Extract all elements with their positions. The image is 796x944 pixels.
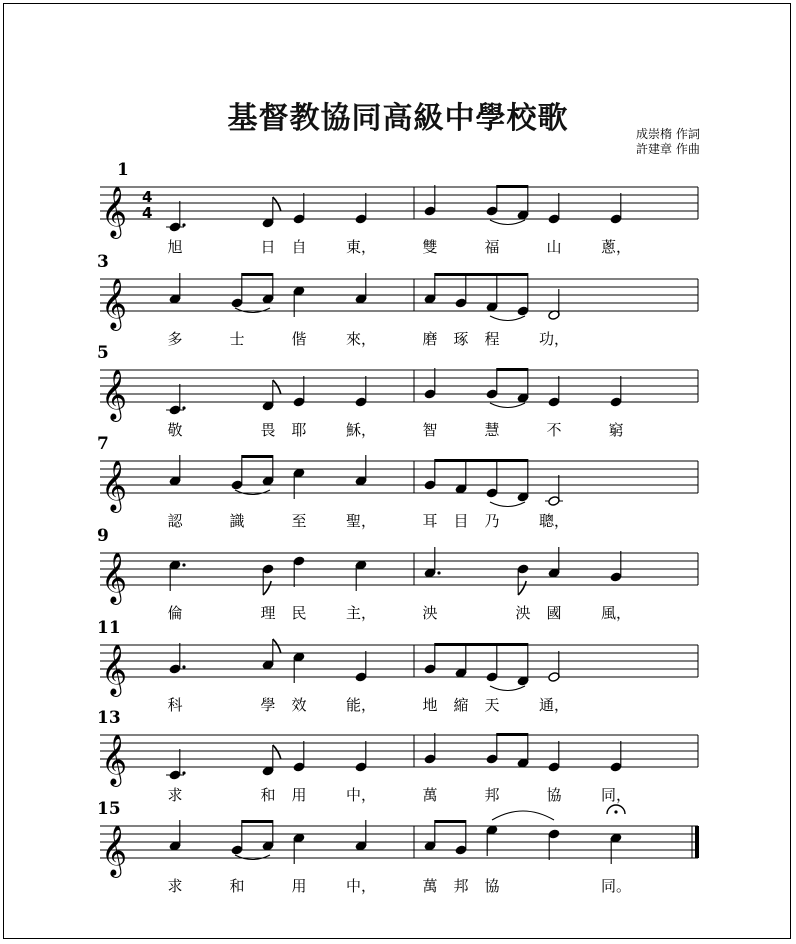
fermata-dot bbox=[614, 810, 617, 813]
note bbox=[166, 749, 186, 804]
note bbox=[546, 741, 561, 804]
lyric-syllable: 民 bbox=[291, 604, 307, 622]
measure-number: 5 bbox=[97, 343, 109, 363]
time-signature-numerator: 4 bbox=[142, 188, 153, 206]
slur bbox=[490, 686, 525, 691]
lyric-syllable: 乃 bbox=[484, 512, 500, 530]
lyric-syllable: 智 bbox=[422, 421, 438, 439]
lyric-syllable: 士 bbox=[229, 330, 245, 348]
note bbox=[453, 484, 468, 530]
note bbox=[167, 643, 185, 714]
note bbox=[422, 733, 437, 804]
lyric-syllable: 目 bbox=[453, 512, 469, 530]
lyric-syllable: 東， bbox=[345, 238, 377, 256]
augmentation-dot bbox=[437, 571, 440, 574]
lyric-syllable: 聰， bbox=[538, 512, 570, 530]
note bbox=[422, 185, 437, 256]
lyric-syllable: 穌， bbox=[345, 421, 377, 439]
lyric-syllable: 主， bbox=[345, 604, 377, 622]
lyric-syllable: 慧 bbox=[484, 421, 500, 439]
lyric-syllable: 耶 bbox=[291, 421, 307, 439]
treble-clef-icon: 𝄞 bbox=[101, 644, 128, 695]
note bbox=[422, 480, 437, 530]
slur bbox=[490, 316, 525, 321]
lyric-syllable: 風， bbox=[600, 604, 632, 622]
composer-credit: 許建章 作曲 bbox=[636, 142, 700, 156]
measure-number: 7 bbox=[97, 434, 109, 454]
note bbox=[601, 551, 631, 622]
note bbox=[291, 556, 306, 622]
note bbox=[260, 745, 280, 804]
note bbox=[346, 376, 376, 439]
lyric-syllable: 用 bbox=[291, 877, 307, 895]
eighth-flag bbox=[273, 380, 281, 394]
eighth-flag bbox=[518, 581, 526, 595]
augmentation-dot bbox=[182, 223, 185, 226]
time-signature-denominator: 4 bbox=[142, 204, 153, 222]
note bbox=[539, 651, 569, 714]
lyric-syllable: 效 bbox=[291, 696, 307, 714]
beam bbox=[497, 733, 528, 736]
note bbox=[422, 294, 437, 348]
measure-number: 13 bbox=[97, 708, 121, 728]
lyric-syllable: 同， bbox=[600, 786, 632, 804]
note bbox=[548, 829, 560, 860]
lyric-syllable: 程 bbox=[484, 330, 500, 348]
treble-clef-icon: 𝄞 bbox=[101, 825, 128, 876]
beam bbox=[435, 273, 528, 276]
note bbox=[260, 380, 280, 439]
lyric-syllable: 天 bbox=[484, 696, 500, 714]
lyric-syllable: 旭 bbox=[167, 238, 183, 256]
note bbox=[601, 193, 631, 256]
lyric-syllable: 蔥， bbox=[600, 238, 632, 256]
slur bbox=[235, 308, 270, 313]
lyric-syllable: 邦 bbox=[484, 786, 500, 804]
staff-system bbox=[97, 618, 698, 714]
note bbox=[229, 845, 244, 895]
lyric-syllable: 雙 bbox=[422, 238, 438, 256]
eighth-flag bbox=[273, 745, 281, 759]
lyric-syllable: 磨 bbox=[422, 330, 438, 348]
note bbox=[346, 741, 376, 804]
eighth-flag bbox=[273, 639, 281, 653]
lyric-syllable: 能， bbox=[345, 696, 377, 714]
staff-system bbox=[97, 343, 698, 439]
note bbox=[484, 754, 499, 804]
beam bbox=[435, 820, 466, 823]
treble-clef-icon: 𝄞 bbox=[101, 186, 128, 237]
lyric-syllable: 萬 bbox=[422, 877, 438, 895]
slur bbox=[235, 490, 270, 495]
note bbox=[229, 298, 244, 348]
note bbox=[546, 193, 561, 256]
lyric-syllable: 科 bbox=[167, 696, 183, 714]
lyric-syllable: 縮 bbox=[453, 696, 469, 714]
beam bbox=[242, 273, 273, 276]
lyric-syllable: 泱 bbox=[515, 604, 531, 622]
lyric-syllable: 偕 bbox=[291, 330, 307, 348]
note bbox=[484, 488, 499, 530]
treble-clef-icon: 𝄞 bbox=[101, 552, 128, 603]
augmentation-dot bbox=[182, 771, 185, 774]
note bbox=[260, 564, 275, 622]
treble-clef-icon: 𝄞 bbox=[101, 734, 128, 785]
measure-number: 1 bbox=[117, 160, 129, 180]
staff-system bbox=[100, 160, 698, 256]
beam bbox=[435, 643, 528, 646]
note bbox=[453, 845, 468, 895]
lyric-syllable: 邦 bbox=[453, 877, 469, 895]
lyric-syllable: 畏 bbox=[260, 421, 276, 439]
lyric-syllable: 識 bbox=[229, 512, 245, 530]
lyricist-credit: 成崇楕 作詞 bbox=[636, 127, 700, 141]
note bbox=[346, 193, 376, 256]
measure-number: 15 bbox=[97, 799, 121, 819]
note bbox=[453, 668, 468, 714]
lyric-syllable: 不 bbox=[546, 421, 562, 439]
lyric-syllable: 地 bbox=[422, 696, 438, 714]
song-title: 基督教協同高級中學校歌 bbox=[227, 101, 569, 136]
note bbox=[539, 289, 569, 348]
note bbox=[484, 302, 499, 348]
measure-number: 11 bbox=[97, 618, 121, 638]
note bbox=[608, 376, 623, 439]
note bbox=[166, 384, 186, 439]
lyric-syllable: 和 bbox=[260, 786, 276, 804]
lyric-syllable: 聖， bbox=[345, 512, 377, 530]
lyric-syllable: 自 bbox=[291, 238, 307, 256]
treble-clef-icon: 𝄞 bbox=[101, 278, 128, 329]
note bbox=[229, 480, 244, 530]
lyric-syllable: 至 bbox=[291, 512, 307, 530]
lyric-syllable: 學 bbox=[260, 696, 276, 714]
note bbox=[453, 298, 468, 348]
slur bbox=[235, 855, 270, 860]
lyric-syllable: 窮 bbox=[608, 421, 624, 439]
slur bbox=[490, 220, 525, 225]
lyric-syllable: 萬 bbox=[422, 786, 438, 804]
lyric-syllable: 來， bbox=[345, 330, 377, 348]
lyric-syllable: 泱 bbox=[422, 604, 438, 622]
note bbox=[260, 197, 280, 256]
lyric-syllable: 耳 bbox=[422, 512, 438, 530]
staff-system bbox=[97, 252, 698, 348]
beam bbox=[497, 368, 528, 371]
note bbox=[291, 193, 306, 256]
lyric-syllable: 中， bbox=[345, 786, 377, 804]
measure-number: 3 bbox=[97, 252, 109, 272]
lyric-syllable: 求 bbox=[167, 877, 183, 895]
lyric-syllable: 功， bbox=[538, 330, 570, 348]
staff-system bbox=[97, 708, 698, 804]
note bbox=[291, 741, 306, 804]
note bbox=[166, 201, 186, 256]
treble-clef-icon: 𝄞 bbox=[101, 369, 128, 420]
staff-system bbox=[97, 526, 698, 622]
note bbox=[484, 672, 499, 714]
lyric-syllable: 和 bbox=[229, 877, 245, 895]
note bbox=[484, 206, 499, 256]
note bbox=[422, 841, 437, 895]
lyric-syllable: 理 bbox=[260, 604, 276, 622]
lyric-syllable: 通， bbox=[538, 696, 570, 714]
beam bbox=[435, 459, 528, 462]
measure-number: 9 bbox=[97, 526, 109, 546]
note bbox=[346, 651, 376, 714]
augmentation-dot bbox=[182, 563, 185, 566]
lyric-syllable: 國 bbox=[546, 604, 562, 622]
staff-system bbox=[97, 434, 698, 530]
slur bbox=[492, 811, 554, 820]
slur bbox=[490, 403, 525, 408]
augmentation-dot bbox=[182, 665, 185, 668]
note bbox=[515, 564, 530, 622]
note bbox=[422, 664, 437, 714]
beam bbox=[497, 185, 528, 188]
lyric-syllable: 協 bbox=[546, 786, 562, 804]
eighth-flag bbox=[263, 581, 271, 595]
lyric-syllable: 求 bbox=[167, 786, 183, 804]
note bbox=[539, 475, 569, 530]
slur bbox=[490, 502, 525, 507]
lyric-syllable: 福 bbox=[484, 238, 500, 256]
lyric-syllable: 山 bbox=[546, 238, 562, 256]
note bbox=[601, 741, 631, 804]
note bbox=[291, 376, 306, 439]
beam bbox=[242, 455, 273, 458]
note bbox=[484, 389, 499, 439]
note bbox=[484, 825, 499, 895]
lyric-syllable: 同。 bbox=[600, 877, 632, 895]
lyric-syllable: 日 bbox=[260, 238, 276, 256]
note bbox=[546, 376, 561, 439]
lyric-syllable: 認 bbox=[167, 512, 183, 530]
eighth-flag bbox=[273, 197, 281, 211]
lyric-syllable: 中， bbox=[345, 877, 377, 895]
note bbox=[422, 368, 437, 439]
lyric-syllable: 倫 bbox=[167, 604, 183, 622]
lyric-syllable: 琢 bbox=[453, 330, 469, 348]
beam bbox=[242, 820, 273, 823]
treble-clef-icon: 𝄞 bbox=[101, 460, 128, 511]
augmentation-dot bbox=[182, 406, 185, 409]
lyric-syllable: 敬 bbox=[167, 421, 183, 439]
lyric-syllable: 用 bbox=[291, 786, 307, 804]
lyric-syllable: 協 bbox=[484, 877, 500, 895]
lyric-syllable: 多 bbox=[167, 330, 183, 348]
staff-system bbox=[97, 799, 699, 895]
final-barline bbox=[695, 826, 699, 858]
